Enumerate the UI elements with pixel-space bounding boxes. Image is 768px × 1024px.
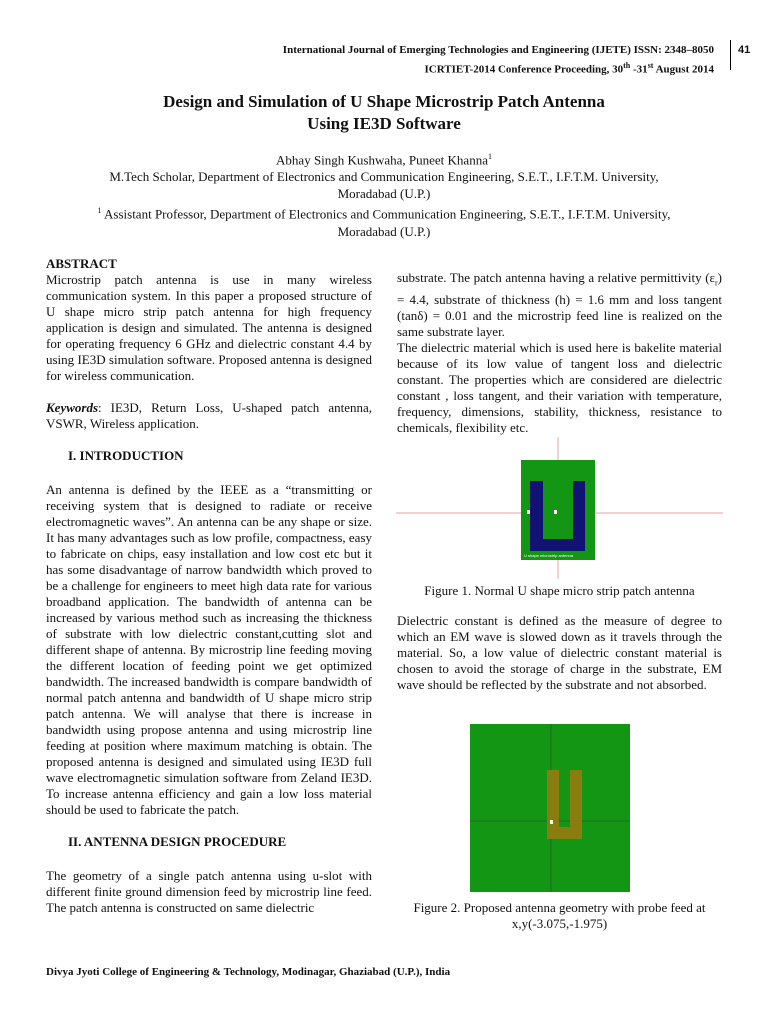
port-marker-2 (554, 510, 557, 514)
figure-2 (470, 724, 630, 892)
intro-heading: I. INTRODUCTION (68, 448, 184, 463)
page-footer: Divya Jyoti College of Engineering & Technology, Modinagar, Ghaziabad (U.P.), India (46, 966, 451, 978)
right-column-top (397, 270, 722, 436)
design-heading: II. ANTENNA DESIGN PROCEDURE (68, 834, 287, 849)
dielectric-constant-paragraph: Dielectric constant is defined as the measure of degree to which an EM wave is slowed down as it travels through the material. So, a low value of dielectric constant material is chosen to avoid the storage of charge in the substrate, EM wave should be reflected by the substrate and not absorbed. (397, 613, 722, 692)
port-marker-1 (527, 510, 530, 514)
affiliation-1-city: Moradabad (U.P.) (337, 186, 431, 202)
page-number: 41 (730, 40, 754, 70)
substrate-paragraph: substrate. The patch antenna having a relative permittivity $(\varepsilon_r) = 4.4$, substrate of thickness (h) = 1.6 mm and loss tangent (tanδ) = 0.01 and the microstrip feed line is realized on the same substrate layer. (397, 270, 722, 339)
affiliation-2: $^1$ Assistant Professor, Department of Electronics and Communication Engineering, S.E.T., I.F.T.M. University, (97, 206, 671, 222)
left-column (46, 256, 372, 916)
figure-1-inner-label: U shape microstrip antenna (524, 553, 573, 558)
journal-name: International Journal of Emerging Technologies and Engineering (IJETE) ISSN: 2348–8050 (282, 44, 714, 56)
design-text: The geometry of a single patch antenna using u-slot with different finite ground dimension feed by microstrip line feed. The patch antenna is constructed on same dielectric (46, 868, 372, 915)
affiliation-1: M.Tech Scholar, Department of Electronics and Communication Engineering, S.E.T., I.F.T.M. University, (109, 169, 659, 185)
abstract-heading: ABSTRACT (46, 256, 117, 271)
title-line-1: Design and Simulation of U Shape Microstrip Patch Antenna (163, 92, 605, 111)
figure-2-caption: Figure 2. Proposed antenna geometry with probe feed at x,y(-3.075,-1.975) (413, 900, 706, 931)
author-names: Abhay Singh Kushwaha, Puneet Khanna$^1$ (276, 152, 492, 168)
paper-title (0, 91, 768, 135)
figure-1-image (396, 437, 723, 579)
probe-feed-marker (550, 820, 553, 824)
keywords: Keywords: IE3D, Return Loss, U-shaped patch antenna, VSWR, Wireless application. (46, 400, 372, 431)
dielectric-paragraph: The dielectric material which is used here is bakelite material because of its low value of tangent loss and dielectric constant. The properties which are considered are dielectric constant , loss tangent, and their variation with temperature, frequency, dimensions, stability, thickness, resistance to chemicals, flexibility etc. (397, 339, 722, 435)
journal-header (283, 43, 714, 78)
figure-1-caption: Figure 1. Normal U shape micro strip patch antenna (424, 583, 695, 598)
figure-1 (396, 437, 723, 579)
author-block (60, 148, 708, 240)
conference-line: ICRTIET-2014 Conference Proceeding, 30th -31st August 2014 (424, 61, 714, 76)
intro-text: An antenna is defined by the IEEE as a “transmitting or receiving system that is designed to radiate or receive electromagnetic waves”. An antenna can be any shape or size. It has many advantages such as low profile, compactness, easy to fabricate on chips, easy installation and low cost etc but it has some disadvantage of narrow bandwidth which proved to be a challenge for engineers to meet high data rate for various broadband application. The bandwidth of antenna can be increased by various method such as increasing the thickness of substrate with low dielectric constant,cutting slot and different shape of antenna. By microstrip line feeding moving the different location of feeding point we get optimized bandwidth. The increased bandwidth is compare bandwidth of normal patch antenna and bandwidth of U shape micro strip patch antenna. We will analyse that there is increase in bandwidth using propose antenna and using microstrip line feeding at position where maximum matching is obtain. The proposed antenna is designed and simulated using IE3D full wave electromagnetic simulation software from Zeland IE3D. To increase antenna efficiency and gain a low loss material should be used to fabricate the patch. (46, 482, 372, 817)
title-line-2: Using IE3D Software (307, 114, 461, 133)
abstract-text: Microstrip patch antenna is use in many wireless communication system. In this paper a proposed structure of U shape micro strip patch antenna for high frequency application is design and simulated. The antenna is designed for operating frequency 6 GHz and dielectric constant 4.4 by using IE3D simulation software. Proposed antenna is designed for wireless communication. (46, 272, 372, 383)
figure-2-image (470, 724, 630, 892)
affiliation-2-city: Moradabad (U.P.) (337, 223, 431, 239)
